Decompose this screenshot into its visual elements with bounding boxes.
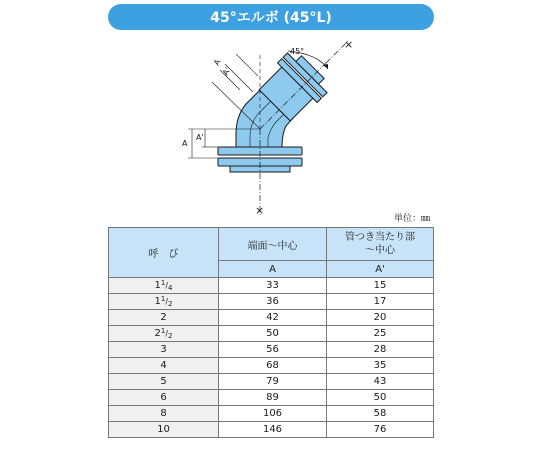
nominal-whole: 5 [160, 376, 167, 387]
nominal-size-header: 呼 び [109, 228, 219, 278]
elbow-diagram [178, 34, 378, 226]
socket-to-center-header [327, 228, 434, 261]
value-a-prime-cell: 35 [327, 358, 434, 374]
svg-text:×: × [255, 204, 265, 217]
value-a-prime-cell: 50 [327, 390, 434, 406]
nominal-whole: 2 [160, 312, 167, 323]
value-a-prime-cell: 28 [327, 342, 434, 358]
unit-label: 単位：㎜ [394, 214, 431, 224]
nominal-whole: 3 [160, 344, 167, 355]
table-row [109, 294, 434, 310]
nominal-fraction: $^1/_4$ [160, 279, 173, 292]
nominal-size-cell [109, 422, 219, 438]
value-a-cell: 42 [219, 310, 327, 326]
table-row [109, 278, 434, 294]
nominal-size-cell [109, 406, 219, 422]
upper-dim-a: A [211, 57, 223, 67]
table-row [109, 358, 434, 374]
value-a-cell: 56 [219, 342, 327, 358]
nominal-whole: 8 [160, 408, 167, 419]
table-row [109, 406, 434, 422]
value-a-prime-cell: 58 [327, 406, 434, 422]
nominal-size-cell [109, 278, 219, 294]
dimension-table [108, 227, 434, 438]
nominal-fraction: $^1/_2$ [160, 295, 173, 308]
table-row [109, 310, 434, 326]
value-a-cell: 106 [219, 406, 327, 422]
angle-label: 45° [290, 47, 305, 56]
value-a-cell: 50 [219, 326, 327, 342]
title-banner [108, 4, 434, 30]
nominal-size-cell [109, 374, 219, 390]
value-a-cell: 68 [219, 358, 327, 374]
lower-dim-a-prime: A' [196, 133, 204, 142]
lower-dim-a: A [182, 139, 188, 148]
nominal-size-cell [109, 390, 219, 406]
value-a-cell: 79 [219, 374, 327, 390]
value-a-cell: 89 [219, 390, 327, 406]
value-a-prime-cell: 43 [327, 374, 434, 390]
upper-dim-a-prime: A' [220, 65, 233, 77]
column-a-header: A [219, 261, 327, 278]
column-a-prime-header: A' [327, 261, 434, 278]
nominal-whole: 6 [160, 392, 167, 403]
end-to-center-header: 端面～中心 [219, 228, 327, 261]
nominal-whole: 10 [157, 424, 170, 435]
nominal-whole: 2 [154, 328, 161, 339]
nominal-size-cell [109, 342, 219, 358]
nominal-size-cell [109, 310, 219, 326]
nominal-whole: 1 [154, 296, 161, 307]
nominal-whole: 1 [154, 280, 161, 291]
table-row [109, 422, 434, 438]
page-title: 45°エルボ (45°L) [210, 10, 332, 26]
table-row [109, 390, 434, 406]
nominal-size-cell [109, 358, 219, 374]
value-a-prime-cell: 76 [327, 422, 434, 438]
socket-to-center-header-line1: 管つき当たり部 [345, 232, 415, 243]
value-a-prime-cell: 20 [327, 310, 434, 326]
value-a-cell: 146 [219, 422, 327, 438]
nominal-size-cell [109, 326, 219, 342]
table-row [109, 374, 434, 390]
table-row [109, 342, 434, 358]
value-a-prime-cell: 25 [327, 326, 434, 342]
value-a-prime-cell: 17 [327, 294, 434, 310]
socket-to-center-header-line2: ～中心 [365, 245, 395, 256]
table-row [109, 326, 434, 342]
nominal-fraction: $^1/_2$ [160, 327, 173, 340]
value-a-cell: 33 [219, 278, 327, 294]
value-a-prime-cell: 15 [327, 278, 434, 294]
value-a-cell: 36 [219, 294, 327, 310]
svg-text:×: × [344, 38, 354, 51]
nominal-whole: 4 [160, 360, 167, 371]
nominal-size-cell [109, 294, 219, 310]
